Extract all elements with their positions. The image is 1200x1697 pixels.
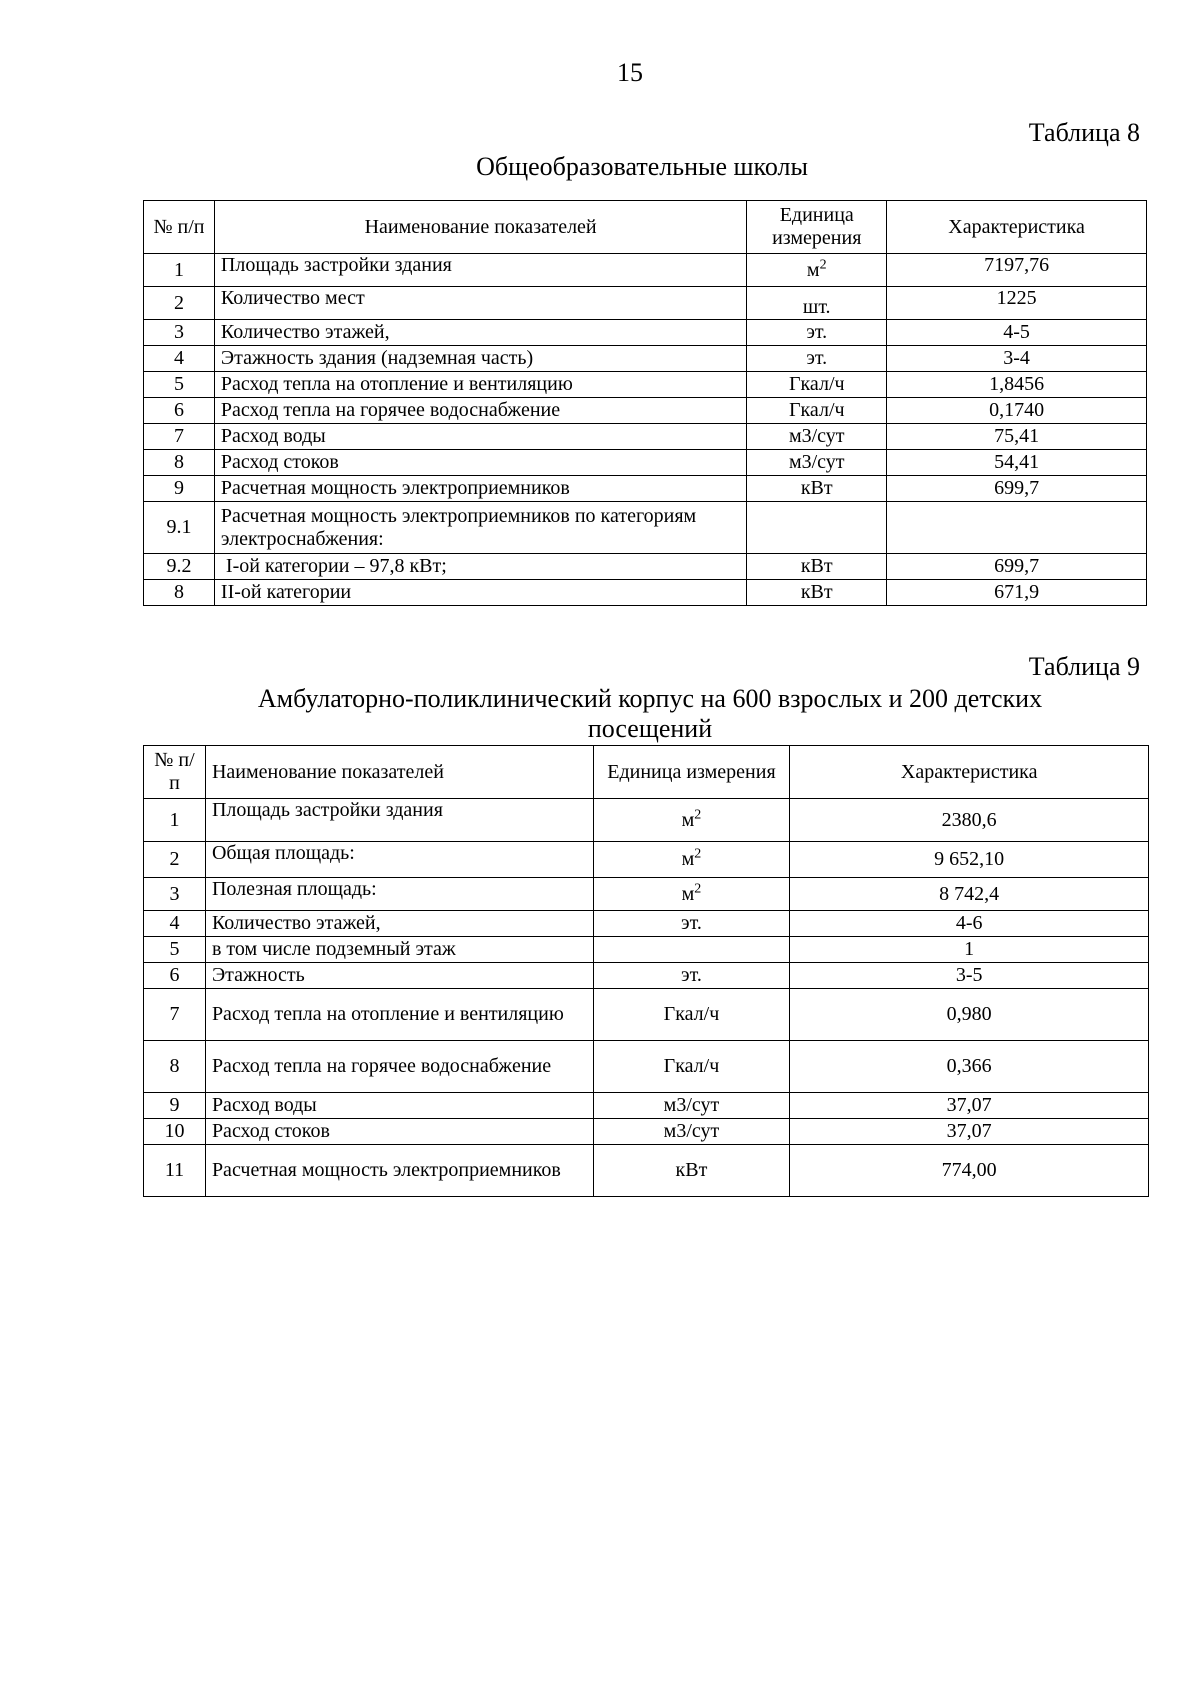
row-unit: шт. [747,287,887,320]
row-name: Полезная площадь: [205,878,593,911]
table-row [144,372,1147,398]
row-unit: кВт [593,1145,790,1197]
table8-header-row [144,201,1147,254]
row-unit: Гкал/ч [747,398,887,424]
row-num: 10 [144,1119,206,1145]
row-name: Расход стоков [214,450,746,476]
row-value: 7197,76 [887,254,1147,287]
row-unit: эт. [593,963,790,989]
row-name: Расход тепла на отопление и вентиляцию [214,372,746,398]
unit-sup: 2 [694,846,702,862]
table-row [144,424,1147,450]
table-row [144,476,1147,502]
unit-text: м [681,808,695,831]
row-num: 4 [144,346,215,372]
row-value: 1225 [887,287,1147,320]
row-name: Этажность здания (надземная часть) [214,346,746,372]
row-num: 2 [144,287,215,320]
row-value: 4-6 [790,911,1149,937]
row-value: 9 652,10 [790,842,1149,878]
row-unit: Гкал/ч [747,372,887,398]
row-num: 11 [144,1145,206,1197]
row-unit: эт. [593,911,790,937]
row-value: 0,1740 [887,398,1147,424]
row-num: 6 [144,963,206,989]
table-row [144,554,1147,580]
row-num: 9.2 [144,554,215,580]
row-num: 5 [144,937,206,963]
row-value: 37,07 [790,1119,1149,1145]
row-num: 8 [144,1041,206,1093]
table8-title: Общеобразовательные школы [476,152,808,181]
row-name: Количество мест [214,287,746,320]
table9-header-row [144,746,1149,799]
table9 [143,745,1149,1197]
table-row [144,1145,1149,1197]
row-name: I-ой категории – 97,8 кВт; [214,554,746,580]
row-num: 7 [144,424,215,450]
table8-label: Таблица 8 [1028,118,1140,147]
row-num: 5 [144,372,215,398]
table8-header-value: Характеристика [887,201,1147,254]
unit-text: м [681,882,695,905]
row-value: 1 [790,937,1149,963]
row-name: Расход воды [214,424,746,450]
row-name: Расход тепла на горячее водоснабжение [214,398,746,424]
table-row [144,502,1147,554]
row-value: 1,8456 [887,372,1147,398]
table-row [144,320,1147,346]
row-unit: эт. [747,346,887,372]
table-row [144,580,1147,606]
unit-sup: 2 [819,256,827,272]
row-num: 1 [144,799,206,842]
table-row [144,963,1149,989]
row-unit: кВт [747,554,887,580]
row-value: 0,980 [790,989,1149,1041]
table8-header-unit: Единица измерения [747,201,887,254]
table-row [144,937,1149,963]
row-value: 774,00 [790,1145,1149,1197]
row-value: 699,7 [887,476,1147,502]
row-name: Расчетная мощность электроприемников по категориям электроснабжения: [214,502,746,554]
unit-sup: 2 [694,880,702,896]
table-row [144,287,1147,320]
row-num: 8 [144,450,215,476]
row-name: II-ой категории [214,580,746,606]
row-unit [593,878,790,911]
table-row [144,989,1149,1041]
row-name: Расчетная мощность электроприемников [214,476,746,502]
table8 [143,200,1147,606]
unit-text: м [681,848,695,870]
unit-text: м [806,258,820,281]
table8-header-name: Наименование показателей [214,201,746,254]
row-num: 2 [144,842,206,878]
row-unit: м3/сут [747,450,887,476]
row-name: Количество этажей, [214,320,746,346]
table-row [144,842,1149,878]
table-row [144,911,1149,937]
row-unit: м3/сут [593,1093,790,1119]
row-name: Количество этажей, [205,911,593,937]
table-row [144,1093,1149,1119]
table-row [144,398,1147,424]
page-number: 15 [617,58,643,87]
table9-header-num: № п/п [144,746,206,799]
row-unit: кВт [747,580,887,606]
row-name: Общая площадь: [205,842,593,878]
row-value: 0,366 [790,1041,1149,1093]
table9-header-name: Наименование показателей [205,746,593,799]
row-num: 1 [144,254,215,287]
row-num: 3 [144,878,206,911]
table-row [144,799,1149,842]
row-unit: кВт [747,476,887,502]
table-row [144,1119,1149,1145]
unit-sup: 2 [694,806,702,822]
row-value: 37,07 [790,1093,1149,1119]
row-unit: Гкал/ч [593,989,790,1041]
row-name: Площадь застройки здания [205,799,593,842]
row-num: 4 [144,911,206,937]
table-row [144,254,1147,287]
row-value: 699,7 [887,554,1147,580]
row-value: 671,9 [887,580,1147,606]
row-unit: м3/сут [593,1119,790,1145]
row-value [887,502,1147,554]
row-num: 9 [144,1093,206,1119]
table-row [144,450,1147,476]
table-row [144,878,1149,911]
row-name: Расчетная мощность электроприемников [205,1145,593,1197]
row-num: 6 [144,398,215,424]
row-unit: эт. [747,320,887,346]
row-unit [747,254,887,287]
table9-label: Таблица 9 [1028,652,1140,681]
table8-header-num: № п/п [144,201,215,254]
table9-title: Амбулаторно-поликлинический корпус на 600 взрослых и 200 детских посещений [257,684,1043,743]
row-value: 3-5 [790,963,1149,989]
row-unit [593,937,790,963]
row-name: Расход стоков [205,1119,593,1145]
row-value: 2380,6 [790,799,1149,842]
row-name: Расход воды [205,1093,593,1119]
row-num: 9 [144,476,215,502]
table-row [144,346,1147,372]
row-value: 3-4 [887,346,1147,372]
table-row [144,1041,1149,1093]
row-value: 75,41 [887,424,1147,450]
row-name: Этажность [205,963,593,989]
row-unit [593,842,790,878]
row-num: 8 [144,580,215,606]
row-unit [747,502,887,554]
row-num: 3 [144,320,215,346]
row-unit: м3/сут [747,424,887,450]
row-num: 7 [144,989,206,1041]
row-value: 4-5 [887,320,1147,346]
row-unit: Гкал/ч [593,1041,790,1093]
row-unit [593,799,790,842]
row-value: 54,41 [887,450,1147,476]
row-name: Расход тепла на отопление и вентиляцию [205,989,593,1041]
row-name: в том числе подземный этаж [205,937,593,963]
row-name: Площадь застройки здания [214,254,746,287]
row-value: 8 742,4 [790,878,1149,911]
table9-header-value: Характеристика [790,746,1149,799]
row-name: Расход тепла на горячее водоснабжение [205,1041,593,1093]
table9-header-unit: Единица измерения [593,746,790,799]
row-num: 9.1 [144,502,215,554]
